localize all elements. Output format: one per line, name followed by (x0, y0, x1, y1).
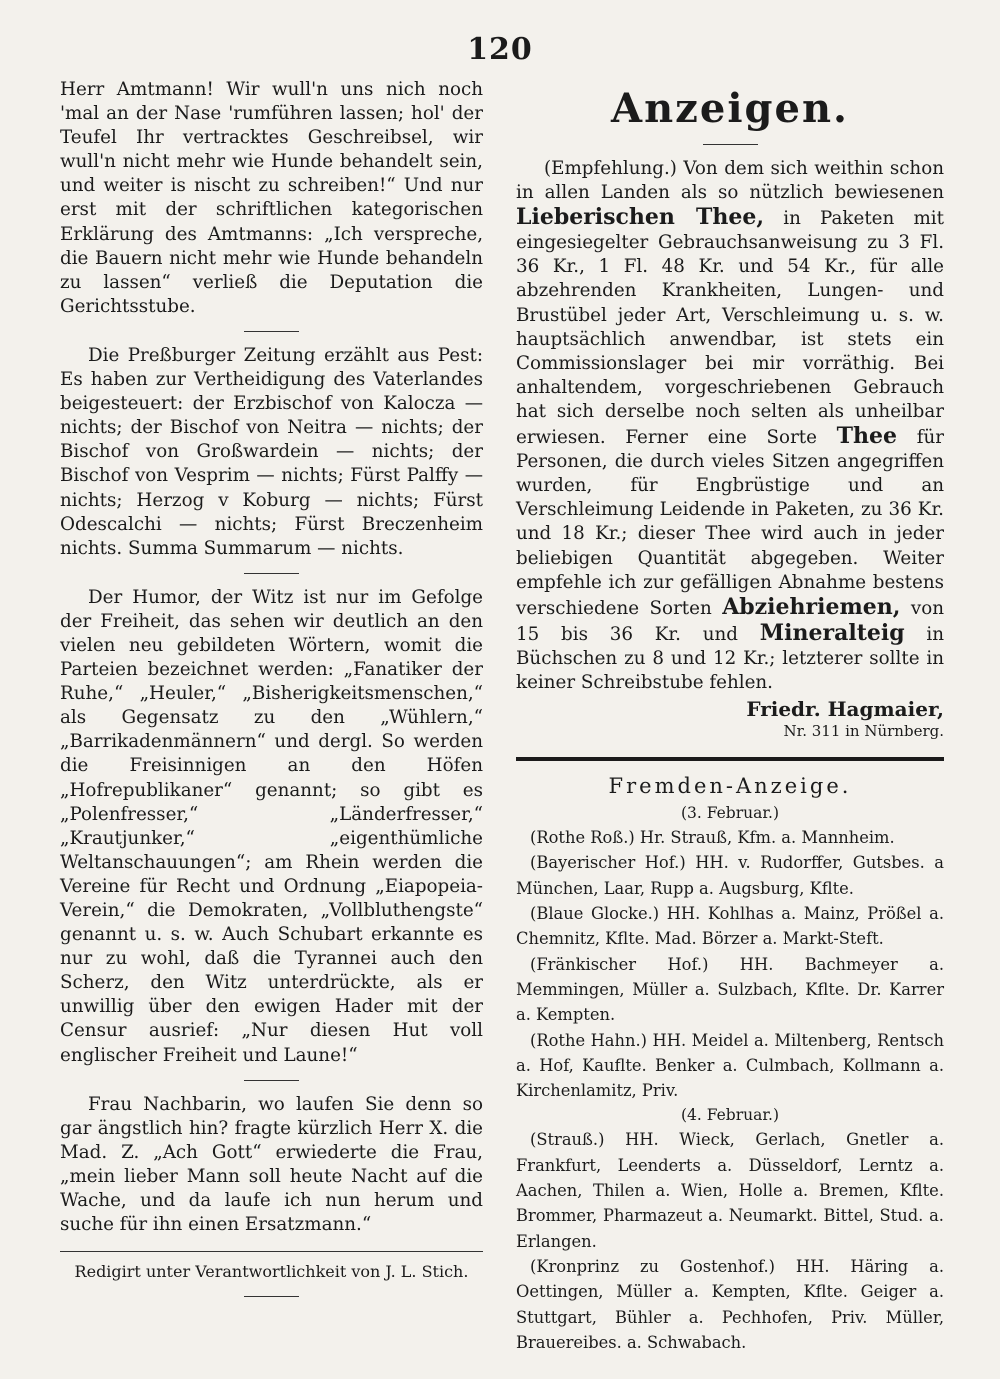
advertisements-heading: Anzeigen. (611, 85, 849, 132)
editor-line: Redigirt unter Verantwortlichkeit von J. L. Stich. (74, 1262, 469, 1282)
visitors-heading: Fremden-Anzeige. (608, 774, 852, 799)
visitor-list-4-feb (516, 1127, 944, 1355)
ad-text: für Personen, die durch vieles Sitzen angegriffen wurden, für Engbrüstige und an Verschleimung Leidende in Paketen, zu 36 Kr. und 18 Kr.; dieser Thee wird auch in jeder beliebigen Quantität abgegeben. Weiter empfehle ich zur gefälligen Abnahme bestens verschiedene Sorten (516, 427, 945, 619)
ad-intro: (Empfehlung.) Von dem sich weithin schon in allen Landen als so nützlich bewiesenen (516, 158, 944, 204)
date-heading: (3. Februar.) (680, 804, 780, 823)
ad-product-abziehriemen: Abziehriemen, (722, 593, 901, 620)
divider (244, 573, 299, 574)
divider (244, 331, 299, 332)
visitor-entry: (Bayerischer Hof.) HH. v. Rudorffer, Gutsbes. a München, Laar, Rupp a. Augsburg, Kflte. (516, 853, 944, 898)
visitor-entry: (Rothe Roß.) Hr. Strauß, Kfm. a. Mannheim. (530, 828, 895, 848)
paragraph-frau-nachbarin: Frau Nachbarin, wo laufen Sie denn so gar ängstlich hin? fragte kürzlich Herr X. die Mad. Z. „Ach Gott“ erwiederte die Frau, „mein lieber Mann soll heute Nacht auf die Wache, und da laufe ich nun herum und suche für ihn einen Ersatzmann.“ (60, 1093, 483, 1236)
visitor-entry: (Strauß.) HH. Wieck, Gerlach, Gnetler a. Frankfurt, Leenderts a. Düsseldorf, Lerntz a. Aachen, Thilen a. Wien, Holle a. Bremen, Kflte. Brommer, Pharmazeut a. Neumarkt. Bittel, Stud. a. Erlangen. (516, 1130, 944, 1251)
visitor-entry: (Rothe Hahn.) HH. Meidel a. Miltenberg, Rentsch a. Hof, Kauflte. Benker a. Culmbach, Kollmann a. Kirchenlamitz, Priv. (516, 1030, 944, 1101)
ad-signature: Friedr. Hagmaier, (746, 697, 944, 722)
ad-product-thee: Thee (836, 423, 898, 450)
paragraph-peasants-deputation: Herr Amtmann! Wir wull'n uns nich noch 'mal an der Nase 'rumführen lassen; hol' der Teufel Ihr vertracktes Geschreibsel, wir wull'n nicht mehr wie Hunde behandelt sein, und weiter is nischt zu schreiben!“ Und nur erst mit der schriftlichen kategorischen Erklärung des Amtmanns: „Ich verspreche, die Bauern nicht mehr wie Hunde behandeln zu lassen“ verließ die Deputation die Gerichtsstube. (60, 79, 483, 317)
divider (244, 1296, 299, 1297)
visitor-list-3-feb (516, 825, 944, 1103)
ad-product-lieberischen-thee: Lieberischen Thee, (516, 204, 764, 231)
ad-address: Nr. 311 in Nürnberg. (783, 722, 944, 741)
ad-text: von 15 bis 36 Kr. und (516, 597, 944, 645)
section-divider (516, 757, 944, 761)
paragraph-pressburger-zeitung: Die Preßburger Zeitung erzählt aus Pest: Es haben zur Vertheidigung des Vaterlandes beigesteuert: der Erzbischof von Kalocza — nichts; der Bischof von Neitra — nichts; der Bischof von Großwardein — nichts; der Bischof von Vesprim — nichts; Fürst Palffy — nichts; Herzog v Koburg — nichts; Fürst Odescalchi — nichts; Fürst Breczenheim nichts. Summa Summarum — nichts. (60, 344, 483, 559)
paragraph-humor-witz: Der Humor, der Witz ist nur im Gefolge der Freiheit, das sehen wir deutlich an den vielen neu gebildeten Wörtern, womit die Parteien bezeichnet werden: „Fanatiker der Ruhe,“ „Heuler,“ „Bisherigkeitsmenschen,“ als Gegensatz zu den „Wühlern,“ „Barrikadenmännern“ und dergl. So werden die Freisinnigen an den Höfen „Hofrepublikaner“ genannt; so gibt es „Polenfresser,“ „Länderfresser,“ „Krautjunker,“ „eigenthümliche Weltanschauungen“; am Rhein werden die Vereine für Recht und Ordnung „Eiapopeia-Verein,“ die Demokraten, „Vollbluthengste“ genannt u. s. w. Auch Schubart erkannte es nur zu wohl, daß die Tyrannei auch den Scherz, den Witz unterdrückte, als er unwillig über den ewigen Hader mit der Censur ausrief: „Nur diesen Hut voll englischer Freiheit und Laune!“ (60, 586, 483, 1066)
visitor-entry: (Fränkischer Hof.) HH. Bachmeyer a. Memmingen, Müller a. Sulzbach, Kflte. Dr. Karrer a. Kempten. (516, 954, 944, 1025)
divider (703, 144, 758, 145)
ad-text: in Paketen mit eingesiegelter Gebrauchsanweisung zu 3 Fl. 36 Kr., 1 Fl. 48 Kr. und 54 Kr., für alle abzehrenden Krankheiten, Lungen- und Brustübel jeder Art, Verschleimung u. s. w. hauptsächlich anwendbar, ist stets ein Commissionslager bei mir vorräthig. Bei anhaltendem, vorgeschriebenen Gebrauch hat sich derselbe noch selten als unheilbar erwiesen. Ferner eine Sorte (516, 208, 944, 449)
visitor-entry: (Blaue Glocke.) HH. Kohlhas a. Mainz, Prößel a. Chemnitz, Kflte. Mad. Börzer a. Markt-Steft. (516, 904, 944, 949)
divider (60, 1251, 483, 1252)
ad-text: in Büchschen zu 8 und 12 Kr.; letzterer sollte in keiner Schreibstube fehlen. (516, 623, 945, 693)
divider (244, 1080, 299, 1081)
advertisement-text (516, 157, 944, 695)
ad-product-mineralteig: Mineralteig (759, 619, 905, 646)
right-column (516, 78, 944, 1355)
visitor-entry: (Kronprinz zu Gostenhof.) HH. Häring a. Oettingen, Müller a. Kempten, Kflte. Geiger a. Stuttgart, Bühler a. Pechhofen, Priv. Müller, Brauereibes. a. Schwabach. (516, 1256, 944, 1352)
left-column (60, 78, 483, 1309)
date-heading: (4. Februar.) (680, 1106, 780, 1125)
page-number: 120 (467, 32, 533, 67)
